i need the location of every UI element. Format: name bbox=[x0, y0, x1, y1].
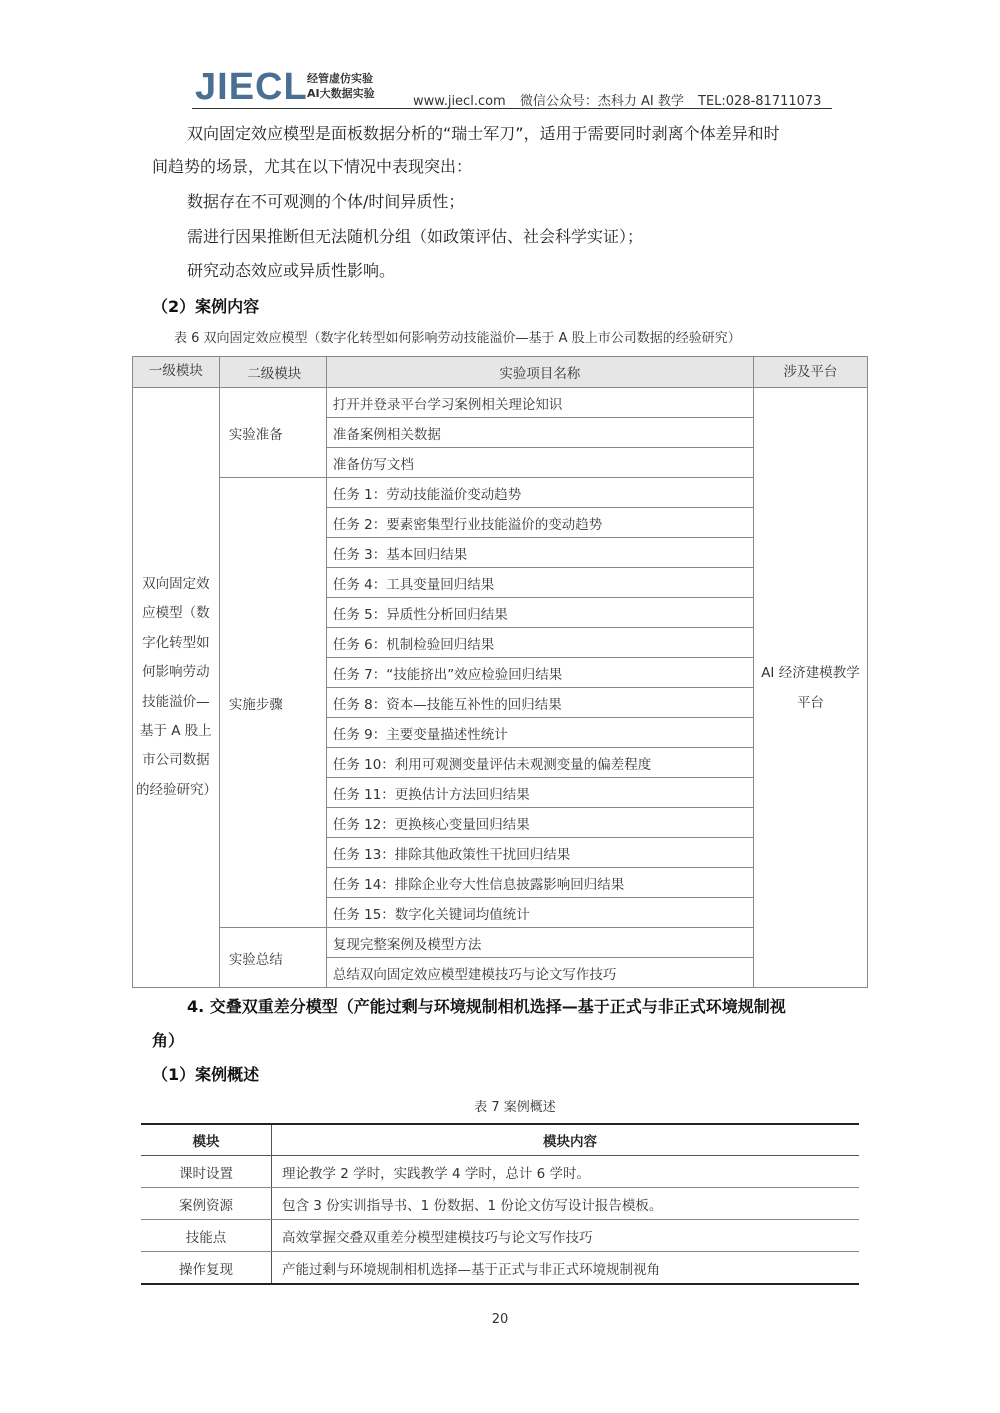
experiment-item: 任务 11：更换估计方法回归结果 bbox=[326, 778, 753, 808]
column-header: 涉及平台 bbox=[753, 357, 867, 388]
website-link[interactable]: www.jiecl.com bbox=[413, 94, 506, 109]
experiment-item: 准备仿写文档 bbox=[326, 448, 753, 478]
table-row bbox=[141, 1220, 859, 1252]
experiment-item: 复现完整案例及模型方法 bbox=[326, 928, 753, 958]
experiment-item: 任务 12：更换核心变量回归结果 bbox=[326, 808, 753, 838]
experiment-item: 任务 9：主要变量描述性统计 bbox=[326, 718, 753, 748]
module-name-cell: 操作复现 bbox=[141, 1252, 272, 1285]
page-header bbox=[195, 66, 835, 110]
module-content-cell: 高效掌握交叠双重差分模型建模技巧与论文写作技巧 bbox=[272, 1220, 860, 1252]
level2-module-cell: 实验准备 bbox=[219, 388, 326, 478]
module-content-cell: 理论教学 2 学时，实践教学 4 学时，总计 6 学时。 bbox=[272, 1156, 860, 1188]
experiment-item: 任务 4：工具变量回归结果 bbox=[326, 568, 753, 598]
experiment-table bbox=[132, 356, 868, 988]
wechat-info: 微信公众号：杰科力 AI 教学 bbox=[519, 94, 684, 109]
table-header-row bbox=[141, 1124, 859, 1156]
header-divider bbox=[192, 108, 832, 109]
experiment-item: 任务 7：“技能挤出”效应检验回归结果 bbox=[326, 658, 753, 688]
experiment-item: 任务 5：异质性分析回归结果 bbox=[326, 598, 753, 628]
intro-bullet: 数据存在不可观测的个体/时间异质性； bbox=[187, 192, 465, 211]
module-name-cell: 课时设置 bbox=[141, 1156, 272, 1188]
experiment-item: 任务 10：利用可观测变量评估未观测变量的偏差程度 bbox=[326, 748, 753, 778]
module-name-cell: 技能点 bbox=[141, 1220, 272, 1252]
module-name-cell: 案例资源 bbox=[141, 1188, 272, 1220]
header-contact bbox=[413, 90, 831, 109]
table-row bbox=[133, 388, 868, 418]
experiment-item: 任务 15：数字化关键词均值统计 bbox=[326, 898, 753, 928]
section-heading-case-content: （2）案例内容 bbox=[152, 297, 260, 316]
experiment-item: 任务 6：机制检验回归结果 bbox=[326, 628, 753, 658]
intro-bullet: 需进行因果推断但无法随机分组（如政策评估、社会科学实证）； bbox=[187, 227, 644, 246]
intro-paragraph-line1: 双向固定效应模型是面板数据分析的“瑞士军刀”，适用于需要同时剥离个体差异和时 bbox=[187, 124, 780, 143]
experiment-item: 任务 8：资本—技能互补性的回归结果 bbox=[326, 688, 753, 718]
table-header-row bbox=[133, 357, 868, 388]
platform-cell: AI 经济建模教学平台 bbox=[753, 388, 867, 988]
experiment-item: 总结双向固定效应模型建模技巧与论文写作技巧 bbox=[326, 958, 753, 988]
section-heading-case-overview: （1）案例概述 bbox=[152, 1065, 260, 1084]
intro-paragraph-line2: 间趋势的场景，尤其在以下情况中表现突出： bbox=[152, 157, 473, 176]
column-header: 一级模块 bbox=[133, 357, 220, 388]
intro-bullet: 研究动态效应或异质性影响。 bbox=[187, 261, 396, 280]
level2-module-cell: 实施步骤 bbox=[219, 478, 326, 928]
table-row bbox=[141, 1252, 859, 1285]
brand-tagline bbox=[307, 71, 375, 101]
case-overview-table bbox=[141, 1123, 859, 1285]
column-header: 模块 bbox=[141, 1124, 272, 1156]
table6-caption: 表 6 双向固定效应模型（数字化转型如何影响劳动技能溢价—基于 A 股上市公司数据的经验研究） bbox=[174, 331, 741, 346]
experiment-item: 打开并登录平台学习案例相关理论知识 bbox=[326, 388, 753, 418]
experiment-item: 任务 13：排除其他政策性干扰回归结果 bbox=[326, 838, 753, 868]
experiment-item: 任务 3：基本回归结果 bbox=[326, 538, 753, 568]
table-row bbox=[141, 1188, 859, 1220]
brand-tagline-line1: 经管虚仿实验 bbox=[307, 72, 373, 85]
page-number: 20 bbox=[491, 1312, 509, 1327]
column-header: 二级模块 bbox=[219, 357, 326, 388]
section4-heading-line2: 角） bbox=[152, 1031, 185, 1050]
module-content-cell: 产能过剩与环境规制相机选择—基于正式与非正式环境规制视角 bbox=[272, 1252, 860, 1285]
column-header: 模块内容 bbox=[272, 1124, 860, 1156]
experiment-item: 准备案例相关数据 bbox=[326, 418, 753, 448]
experiment-item: 任务 2：要素密集型行业技能溢价的变动趋势 bbox=[326, 508, 753, 538]
level2-module-cell: 实验总结 bbox=[219, 928, 326, 988]
experiment-item: 任务 1：劳动技能溢价变动趋势 bbox=[326, 478, 753, 508]
telephone: TEL:028-81711073 bbox=[698, 94, 822, 109]
column-header: 实验项目名称 bbox=[326, 357, 753, 388]
section4-heading-line1: 4. 交叠双重差分模型（产能过剩与环境规制相机选择—基于正式与非正式环境规制视 bbox=[187, 997, 786, 1016]
level1-module-cell: 双向固定效应模型（数字化转型如何影响劳动技能溢价—基于 A 股上市公司数据的经验研究） bbox=[133, 388, 220, 988]
module-content-cell: 包含 3 份实训指导书、1 份数据、1 份论文仿写设计报告模板。 bbox=[272, 1188, 860, 1220]
brand-tagline-line2: AI大数据实验 bbox=[307, 87, 375, 100]
table7-caption: 表 7 案例概述 bbox=[474, 1100, 556, 1115]
experiment-item: 任务 14：排除企业夸大性信息披露影响回归结果 bbox=[326, 868, 753, 898]
brand-logo: JIECL bbox=[195, 66, 308, 108]
table-row bbox=[141, 1156, 859, 1188]
